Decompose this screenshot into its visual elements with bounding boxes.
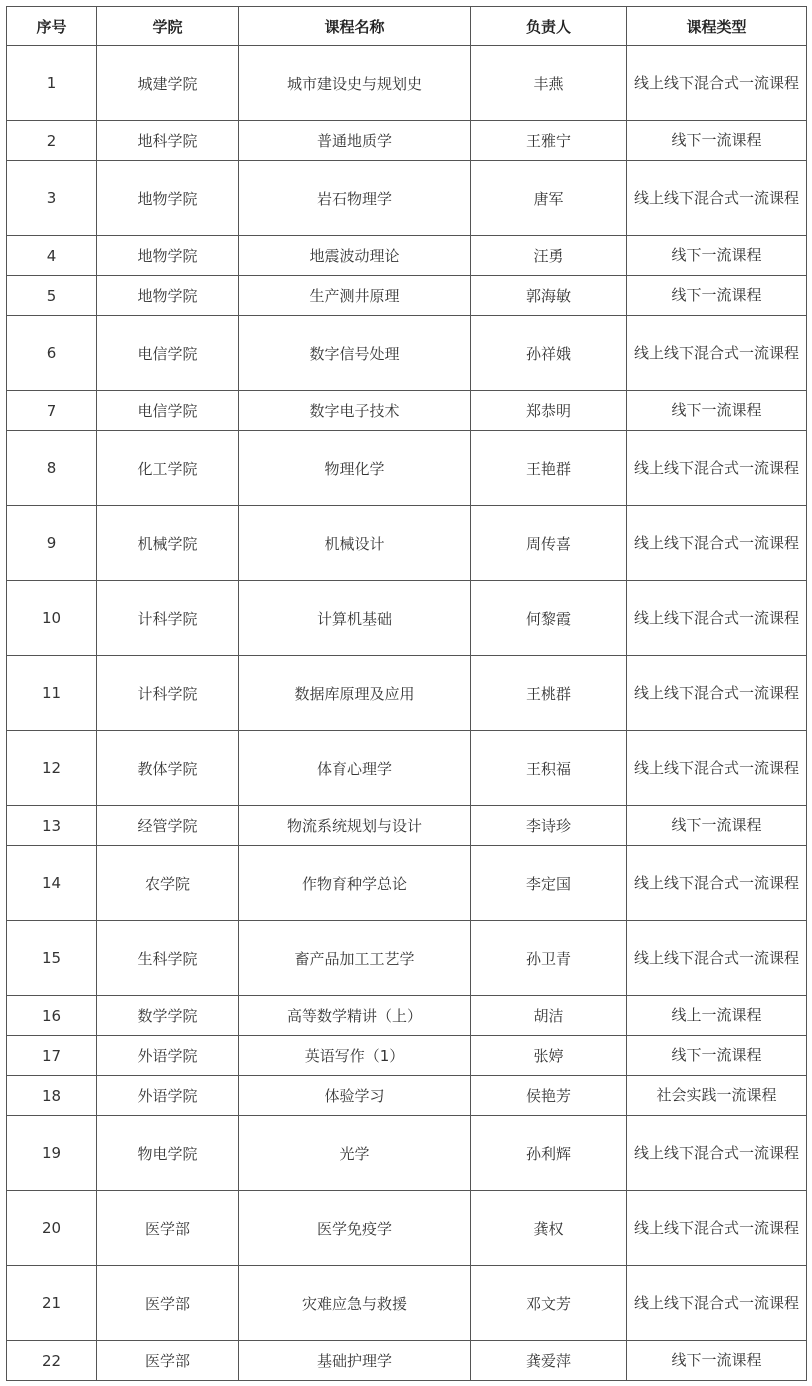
table-row xyxy=(7,1116,807,1191)
cell-lead: 汪勇 xyxy=(471,236,627,276)
table-row xyxy=(7,236,807,276)
table-body xyxy=(7,46,807,1381)
cell-college: 电信学院 xyxy=(97,391,239,431)
cell-course: 生产测井原理 xyxy=(239,276,471,316)
cell-type: 线上线下混合式一流课程 xyxy=(627,431,807,506)
cell-no: 8 xyxy=(7,431,97,506)
cell-type: 线下一流课程 xyxy=(627,806,807,846)
cell-no: 6 xyxy=(7,316,97,391)
cell-college: 医学部 xyxy=(97,1341,239,1381)
cell-course: 物理化学 xyxy=(239,431,471,506)
cell-college: 机械学院 xyxy=(97,506,239,581)
header-no: 序号 xyxy=(7,7,97,46)
cell-college: 经管学院 xyxy=(97,806,239,846)
cell-course: 物流系统规划与设计 xyxy=(239,806,471,846)
cell-lead: 孙卫青 xyxy=(471,921,627,996)
cell-no: 5 xyxy=(7,276,97,316)
cell-college: 化工学院 xyxy=(97,431,239,506)
table-row xyxy=(7,391,807,431)
cell-no: 9 xyxy=(7,506,97,581)
cell-lead: 邓文芳 xyxy=(471,1266,627,1341)
header-lead: 负责人 xyxy=(471,7,627,46)
cell-course: 普通地质学 xyxy=(239,121,471,161)
table-row xyxy=(7,276,807,316)
cell-lead: 胡洁 xyxy=(471,996,627,1036)
cell-course: 数据库原理及应用 xyxy=(239,656,471,731)
cell-college: 医学部 xyxy=(97,1191,239,1266)
cell-course: 医学免疫学 xyxy=(239,1191,471,1266)
cell-type: 线上线下混合式一流课程 xyxy=(627,316,807,391)
cell-lead: 王雅宁 xyxy=(471,121,627,161)
cell-no: 20 xyxy=(7,1191,97,1266)
cell-course: 畜产品加工工艺学 xyxy=(239,921,471,996)
cell-lead: 郭海敏 xyxy=(471,276,627,316)
cell-college: 外语学院 xyxy=(97,1036,239,1076)
cell-no: 21 xyxy=(7,1266,97,1341)
cell-course: 灾难应急与救援 xyxy=(239,1266,471,1341)
cell-no: 10 xyxy=(7,581,97,656)
cell-type: 线上线下混合式一流课程 xyxy=(627,1266,807,1341)
cell-type: 线下一流课程 xyxy=(627,1341,807,1381)
cell-lead: 王桃群 xyxy=(471,656,627,731)
cell-no: 22 xyxy=(7,1341,97,1381)
cell-type: 线上线下混合式一流课程 xyxy=(627,581,807,656)
course-table xyxy=(6,6,807,1381)
table-row xyxy=(7,996,807,1036)
cell-college: 计科学院 xyxy=(97,656,239,731)
cell-type: 线下一流课程 xyxy=(627,276,807,316)
table-row xyxy=(7,121,807,161)
cell-type: 线上线下混合式一流课程 xyxy=(627,1191,807,1266)
cell-no: 12 xyxy=(7,731,97,806)
cell-college: 地物学院 xyxy=(97,236,239,276)
cell-college: 数学学院 xyxy=(97,996,239,1036)
cell-college: 城建学院 xyxy=(97,46,239,121)
cell-lead: 李定国 xyxy=(471,846,627,921)
cell-type: 线下一流课程 xyxy=(627,236,807,276)
cell-lead: 唐军 xyxy=(471,161,627,236)
header-course: 课程名称 xyxy=(239,7,471,46)
cell-type: 线上线下混合式一流课程 xyxy=(627,1116,807,1191)
cell-lead: 李诗珍 xyxy=(471,806,627,846)
table-row xyxy=(7,1036,807,1076)
cell-course: 计算机基础 xyxy=(239,581,471,656)
table-row xyxy=(7,46,807,121)
cell-college: 物电学院 xyxy=(97,1116,239,1191)
cell-course: 英语写作（1） xyxy=(239,1036,471,1076)
table-row xyxy=(7,656,807,731)
cell-lead: 孙祥娥 xyxy=(471,316,627,391)
cell-type: 线上线下混合式一流课程 xyxy=(627,921,807,996)
cell-course: 数字电子技术 xyxy=(239,391,471,431)
cell-lead: 侯艳芳 xyxy=(471,1076,627,1116)
header-row xyxy=(7,7,807,46)
cell-course: 数字信号处理 xyxy=(239,316,471,391)
cell-course: 地震波动理论 xyxy=(239,236,471,276)
table-row xyxy=(7,1076,807,1116)
cell-course: 高等数学精讲（上） xyxy=(239,996,471,1036)
cell-course: 城市建设史与规划史 xyxy=(239,46,471,121)
cell-lead: 龚权 xyxy=(471,1191,627,1266)
cell-college: 农学院 xyxy=(97,846,239,921)
cell-college: 医学部 xyxy=(97,1266,239,1341)
cell-course: 体验学习 xyxy=(239,1076,471,1116)
cell-type: 线上线下混合式一流课程 xyxy=(627,731,807,806)
cell-type: 线下一流课程 xyxy=(627,391,807,431)
cell-no: 13 xyxy=(7,806,97,846)
table-row xyxy=(7,581,807,656)
cell-course: 岩石物理学 xyxy=(239,161,471,236)
cell-type: 线下一流课程 xyxy=(627,121,807,161)
cell-course: 基础护理学 xyxy=(239,1341,471,1381)
cell-college: 计科学院 xyxy=(97,581,239,656)
cell-college: 地物学院 xyxy=(97,161,239,236)
cell-no: 14 xyxy=(7,846,97,921)
cell-lead: 王艳群 xyxy=(471,431,627,506)
cell-lead: 王积福 xyxy=(471,731,627,806)
cell-type: 线上线下混合式一流课程 xyxy=(627,656,807,731)
cell-no: 4 xyxy=(7,236,97,276)
cell-type: 社会实践一流课程 xyxy=(627,1076,807,1116)
cell-no: 15 xyxy=(7,921,97,996)
cell-lead: 何黎霞 xyxy=(471,581,627,656)
cell-no: 7 xyxy=(7,391,97,431)
cell-type: 线上线下混合式一流课程 xyxy=(627,506,807,581)
cell-no: 11 xyxy=(7,656,97,731)
cell-type: 线上线下混合式一流课程 xyxy=(627,161,807,236)
cell-lead: 丰燕 xyxy=(471,46,627,121)
cell-college: 电信学院 xyxy=(97,316,239,391)
cell-type: 线上一流课程 xyxy=(627,996,807,1036)
cell-course: 体育心理学 xyxy=(239,731,471,806)
table-row xyxy=(7,316,807,391)
header-college: 学院 xyxy=(97,7,239,46)
header-type: 课程类型 xyxy=(627,7,807,46)
cell-no: 2 xyxy=(7,121,97,161)
table-row xyxy=(7,846,807,921)
table-row xyxy=(7,921,807,996)
cell-lead: 孙利辉 xyxy=(471,1116,627,1191)
cell-no: 17 xyxy=(7,1036,97,1076)
cell-college: 教体学院 xyxy=(97,731,239,806)
cell-college: 外语学院 xyxy=(97,1076,239,1116)
cell-college: 地科学院 xyxy=(97,121,239,161)
table-row xyxy=(7,806,807,846)
cell-course: 机械设计 xyxy=(239,506,471,581)
cell-lead: 张婷 xyxy=(471,1036,627,1076)
table-row xyxy=(7,731,807,806)
cell-lead: 周传喜 xyxy=(471,506,627,581)
cell-lead: 龚爱萍 xyxy=(471,1341,627,1381)
cell-course: 光学 xyxy=(239,1116,471,1191)
cell-college: 生科学院 xyxy=(97,921,239,996)
table-row xyxy=(7,1341,807,1381)
cell-course: 作物育种学总论 xyxy=(239,846,471,921)
cell-no: 1 xyxy=(7,46,97,121)
cell-no: 3 xyxy=(7,161,97,236)
cell-type: 线下一流课程 xyxy=(627,1036,807,1076)
cell-no: 16 xyxy=(7,996,97,1036)
cell-type: 线上线下混合式一流课程 xyxy=(627,46,807,121)
cell-type: 线上线下混合式一流课程 xyxy=(627,846,807,921)
table-row xyxy=(7,1191,807,1266)
table-row xyxy=(7,431,807,506)
cell-no: 18 xyxy=(7,1076,97,1116)
cell-college: 地物学院 xyxy=(97,276,239,316)
table-row xyxy=(7,1266,807,1341)
cell-lead: 郑恭明 xyxy=(471,391,627,431)
table-row xyxy=(7,506,807,581)
cell-no: 19 xyxy=(7,1116,97,1191)
table-row xyxy=(7,161,807,236)
